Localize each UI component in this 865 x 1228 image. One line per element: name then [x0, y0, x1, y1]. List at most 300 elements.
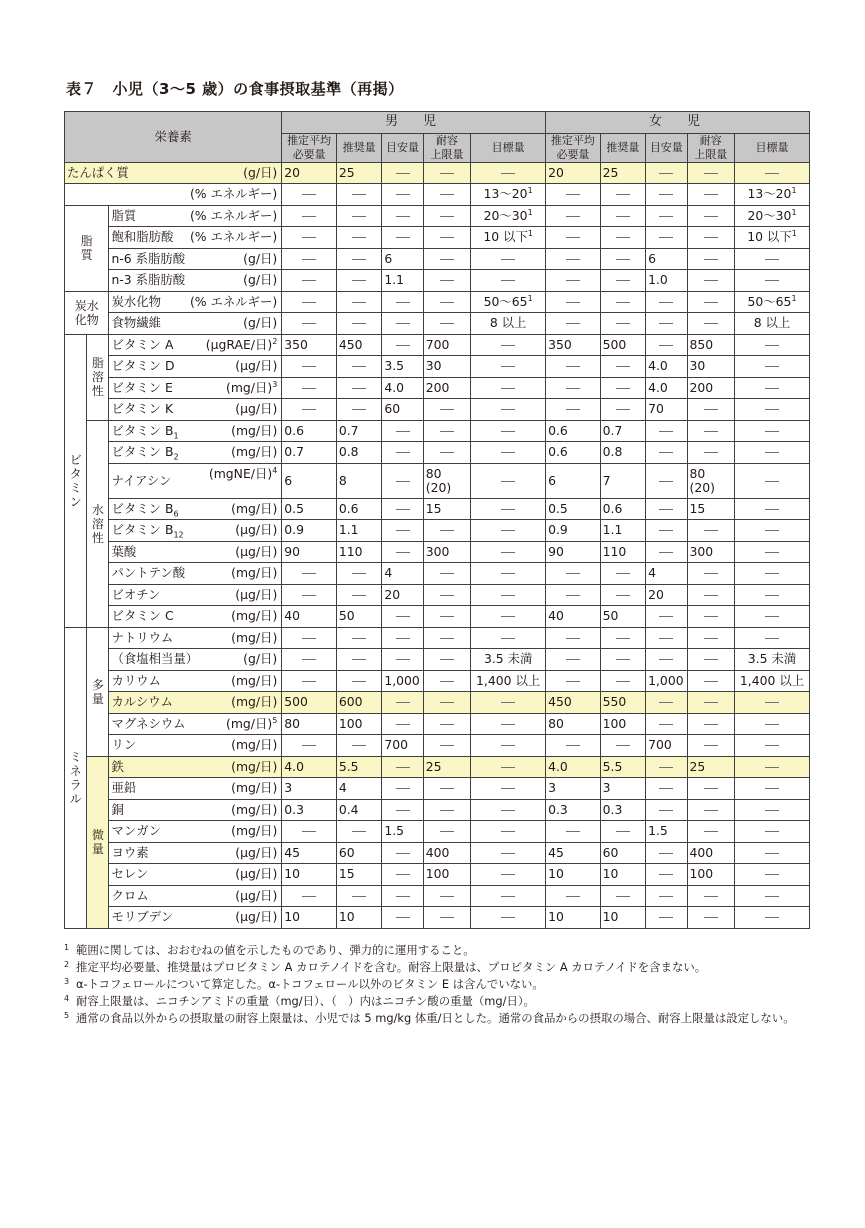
unit-label: (mgNE/日)$^4$ [208, 465, 278, 481]
value-cell: 400 [687, 842, 735, 864]
value-cell [687, 270, 735, 292]
table-row [65, 498, 810, 520]
value-cell [471, 584, 546, 606]
value-cell: 100 [336, 713, 381, 735]
value-cell: 200 [423, 377, 471, 399]
value-cell [646, 713, 687, 735]
value-cell [735, 162, 810, 184]
dash-mark [501, 452, 515, 453]
dash-mark [566, 259, 580, 260]
value-cell [735, 520, 810, 542]
dash-mark [501, 896, 515, 897]
value-cell [546, 885, 601, 907]
unit-label: (μg/日) [235, 543, 278, 559]
value-cell: 10 [546, 907, 601, 929]
dash-mark [352, 681, 366, 682]
value-cell: 4.0 [546, 756, 601, 778]
value-cell [471, 356, 546, 378]
nutrient-name [109, 821, 282, 843]
col-header: 推奨量 [336, 133, 381, 162]
nutrient-name [109, 442, 282, 464]
value-cell: 1,000 [382, 670, 423, 692]
dash-mark [566, 659, 580, 660]
value-cell: 25 [423, 756, 471, 778]
value-cell [735, 563, 810, 585]
value-cell [382, 520, 423, 542]
dash-mark [616, 595, 630, 596]
value-cell: 700 [423, 334, 471, 356]
unit-label: (g/日) [243, 164, 278, 180]
nutrient-label: ナイアシン [111, 472, 172, 488]
dash-mark [566, 681, 580, 682]
dash-mark [352, 659, 366, 660]
dash-mark [616, 323, 630, 324]
footnote-text: α-トコフェロールについて算定した。α-トコフェロール以外のビタミン E は含んでいない。 [76, 977, 544, 991]
value-cell [382, 864, 423, 886]
dash-mark [704, 638, 718, 639]
value-cell [600, 627, 645, 649]
table-row [65, 563, 810, 585]
value-cell [735, 778, 810, 800]
dash-mark [352, 237, 366, 238]
dash-mark [616, 638, 630, 639]
value-cell [423, 735, 471, 757]
value-cell: 0.6 [546, 420, 601, 442]
value-cell: 450 [336, 334, 381, 356]
value-cell [687, 442, 735, 464]
dash-mark [566, 409, 580, 410]
value-cell [471, 162, 546, 184]
dash-mark [352, 745, 366, 746]
nutrient-label: ビオチン [111, 586, 161, 602]
dash-mark [704, 323, 718, 324]
value-cell [471, 463, 546, 498]
value-cell [546, 291, 601, 313]
unit-label: (mg/日) [231, 629, 278, 645]
value-cell [423, 907, 471, 929]
value-cell: 6 [546, 463, 601, 498]
dash-mark [396, 509, 410, 510]
value-cell: 0.4 [336, 799, 381, 821]
nutrient-label: （食塩相当量） [111, 651, 199, 667]
value-cell [336, 270, 381, 292]
unit-label: (μg/日) [235, 866, 278, 881]
unit-label: (mg/日)$^5$ [226, 715, 278, 731]
value-cell [336, 670, 381, 692]
value-cell: 10 [600, 907, 645, 929]
table-row [65, 270, 810, 292]
dash-mark [440, 659, 454, 660]
dash-mark [396, 724, 410, 725]
value-cell [423, 885, 471, 907]
value-cell [735, 498, 810, 520]
value-cell [471, 248, 546, 270]
nutrient-name [109, 377, 282, 399]
dash-mark [765, 917, 779, 918]
dash-mark [501, 810, 515, 811]
dash-mark [396, 481, 410, 482]
value-cell [735, 692, 810, 714]
value-cell [735, 463, 810, 498]
dash-mark [440, 216, 454, 217]
value-cell [282, 627, 337, 649]
value-cell [687, 799, 735, 821]
dash-mark [566, 280, 580, 281]
dash-mark [396, 345, 410, 346]
dash-mark [704, 917, 718, 918]
dash-mark [659, 216, 673, 217]
dash-mark [616, 366, 630, 367]
dash-mark [440, 595, 454, 596]
unit-label: (μg/日) [235, 401, 278, 416]
dash-mark [396, 431, 410, 432]
dash-mark [765, 409, 779, 410]
value-cell [282, 821, 337, 843]
value-cell: 90 [546, 541, 601, 563]
dash-mark [704, 702, 718, 703]
footnote-text: 範囲に関しては、おおむねの値を示したものであり、弾力的に運用すること。 [76, 943, 475, 957]
dash-mark [659, 896, 673, 897]
value-cell: 50 [336, 606, 381, 628]
dash-mark [765, 530, 779, 531]
value-cell [735, 842, 810, 864]
value-cell [735, 248, 810, 270]
value-cell: 4.0 [282, 756, 337, 778]
value-cell: 13〜$20^1$ [471, 184, 546, 206]
table-row [65, 313, 810, 335]
value-cell: 70 [646, 399, 687, 421]
nutrient-name [109, 799, 282, 821]
table-row [65, 334, 810, 356]
value-cell [687, 563, 735, 585]
dash-mark [501, 366, 515, 367]
value-cell [471, 907, 546, 929]
value-cell: 20〜$30^1$ [735, 205, 810, 227]
dash-mark [440, 638, 454, 639]
value-cell [546, 563, 601, 585]
col-header: 耐容 上限量 [687, 133, 735, 162]
dash-mark [704, 302, 718, 303]
value-cell [382, 842, 423, 864]
table-row [65, 649, 810, 671]
value-cell: 0.7 [336, 420, 381, 442]
dash-mark [659, 616, 673, 617]
value-cell [382, 205, 423, 227]
value-cell [600, 584, 645, 606]
nutrient-label: 飽和脂肪酸 [111, 229, 174, 245]
dash-mark [440, 323, 454, 324]
dash-mark [501, 345, 515, 346]
value-cell [382, 463, 423, 498]
dash-mark [765, 345, 779, 346]
value-cell [735, 735, 810, 757]
dash-mark [659, 853, 673, 854]
value-cell [646, 692, 687, 714]
table-row [65, 205, 810, 227]
value-cell [471, 420, 546, 442]
value-cell [471, 842, 546, 864]
value-cell [382, 184, 423, 206]
value-cell [646, 842, 687, 864]
dash-mark [659, 431, 673, 432]
value-cell [546, 735, 601, 757]
value-cell [423, 606, 471, 628]
value-cell: 100 [600, 713, 645, 735]
dash-mark [501, 874, 515, 875]
table-row [65, 584, 810, 606]
dash-mark [396, 452, 410, 453]
value-cell [735, 334, 810, 356]
nutrient-label: ビタミン $B_6$ [111, 500, 179, 519]
value-cell [471, 606, 546, 628]
nutrient-label: モリブデン [111, 909, 174, 925]
dash-mark [440, 530, 454, 531]
col-header: 目安量 [382, 133, 423, 162]
value-cell [735, 756, 810, 778]
value-cell [646, 205, 687, 227]
value-cell: 1,000 [646, 670, 687, 692]
value-cell [423, 291, 471, 313]
nutrient-name [109, 692, 282, 714]
dash-mark [501, 173, 515, 174]
value-cell [382, 713, 423, 735]
dash-mark [765, 745, 779, 746]
dash-mark [352, 896, 366, 897]
value-cell [423, 692, 471, 714]
value-cell [646, 162, 687, 184]
dash-mark [616, 659, 630, 660]
value-cell [471, 520, 546, 542]
dash-mark [440, 573, 454, 574]
value-cell [546, 670, 601, 692]
nutrient-name [109, 606, 282, 628]
value-cell: 500 [600, 334, 645, 356]
value-cell [336, 205, 381, 227]
nutrient-name [109, 649, 282, 671]
value-cell [687, 821, 735, 843]
value-cell [646, 541, 687, 563]
dash-mark [396, 917, 410, 918]
dash-mark [352, 595, 366, 596]
dash-mark [396, 173, 410, 174]
dash-mark [765, 767, 779, 768]
table-row [65, 907, 810, 929]
unit-label: (μg/日) [235, 522, 278, 537]
value-cell [471, 778, 546, 800]
dash-mark [396, 853, 410, 854]
dash-mark [302, 681, 316, 682]
dash-mark [765, 431, 779, 432]
value-cell: 50 [600, 606, 645, 628]
dash-mark [302, 323, 316, 324]
dash-mark [440, 681, 454, 682]
col-header: 目標量 [735, 133, 810, 162]
value-cell [687, 778, 735, 800]
dash-mark [302, 659, 316, 660]
value-cell: 1,400 以上 [735, 670, 810, 692]
value-cell: 10 [282, 907, 337, 929]
dash-mark [440, 788, 454, 789]
value-cell [282, 563, 337, 585]
dash-mark [659, 767, 673, 768]
value-cell [471, 270, 546, 292]
unit-label: (mg/日) [231, 694, 278, 709]
value-cell: 1.1 [336, 520, 381, 542]
value-cell: 0.5 [282, 498, 337, 520]
dash-mark [501, 259, 515, 260]
value-cell: 0.3 [546, 799, 601, 821]
value-cell [687, 184, 735, 206]
value-cell [382, 799, 423, 821]
value-cell [646, 885, 687, 907]
dash-mark [501, 431, 515, 432]
dash-mark [396, 810, 410, 811]
value-cell: 3.5 [382, 356, 423, 378]
value-cell: 4.0 [646, 356, 687, 378]
nutrient-label: カルシウム [111, 694, 173, 710]
value-cell: 0.6 [600, 498, 645, 520]
nutrient-name [109, 713, 282, 735]
nutrient-label: ヨウ素 [111, 844, 149, 860]
value-cell: 0.8 [336, 442, 381, 464]
dash-mark [659, 509, 673, 510]
footnote-text: 耐容上限量は、ニコチンアミドの重量（mg/日）、（ ）内はニコチン酸の重量（mg/日）。 [76, 994, 535, 1008]
value-cell: 350 [282, 334, 337, 356]
value-cell [471, 885, 546, 907]
nutrient-name [65, 162, 282, 184]
dash-mark [765, 366, 779, 367]
dash-mark [704, 831, 718, 832]
value-cell: 15 [423, 498, 471, 520]
value-cell [382, 313, 423, 335]
nutrient-name [109, 563, 282, 585]
dash-mark [501, 638, 515, 639]
value-cell [423, 670, 471, 692]
value-cell [382, 541, 423, 563]
value-cell: 6 [282, 463, 337, 498]
dash-mark [396, 638, 410, 639]
value-cell: 350 [546, 334, 601, 356]
value-cell [646, 864, 687, 886]
dash-mark [440, 702, 454, 703]
dash-mark [704, 810, 718, 811]
dash-mark [704, 659, 718, 660]
value-cell: 1.1 [600, 520, 645, 542]
nutrient-label: 脂質 [111, 207, 137, 223]
value-cell [336, 248, 381, 270]
value-cell: 50〜$65^1$ [471, 291, 546, 313]
dash-mark [440, 409, 454, 410]
dash-mark [352, 259, 366, 260]
value-cell [546, 313, 601, 335]
value-cell: 0.3 [600, 799, 645, 821]
value-cell [735, 606, 810, 628]
value-cell [646, 420, 687, 442]
table-row [65, 864, 810, 886]
dash-mark [566, 237, 580, 238]
footnote-number: 3 [64, 977, 70, 986]
value-cell [646, 442, 687, 464]
dash-mark [440, 280, 454, 281]
dash-mark [704, 681, 718, 682]
dash-mark [765, 173, 779, 174]
value-cell [471, 627, 546, 649]
value-cell: 300 [687, 541, 735, 563]
dash-mark [616, 831, 630, 832]
value-cell: 25 [687, 756, 735, 778]
dash-mark [501, 702, 515, 703]
value-cell [423, 627, 471, 649]
table-row [65, 821, 810, 843]
value-cell: 40 [546, 606, 601, 628]
footnote-number: 1 [64, 943, 70, 952]
nutrient-name [109, 248, 282, 270]
value-cell [600, 184, 645, 206]
value-cell [735, 584, 810, 606]
dash-mark [765, 874, 779, 875]
col-header: 耐容 上限量 [423, 133, 471, 162]
unit-label: (mg/日) [231, 823, 278, 838]
nutrient-label: ビタミン $B_2$ [111, 444, 179, 462]
value-cell [687, 649, 735, 671]
dash-mark [616, 216, 630, 217]
dash-mark [440, 173, 454, 174]
value-cell [735, 864, 810, 886]
dash-mark [302, 366, 316, 367]
value-cell [423, 313, 471, 335]
dash-mark [501, 509, 515, 510]
value-cell: 0.7 [600, 420, 645, 442]
table-row [65, 520, 810, 542]
dash-mark [396, 216, 410, 217]
value-cell [600, 399, 645, 421]
unit-label: (mg/日) [231, 500, 278, 516]
value-cell: 400 [423, 842, 471, 864]
nutrient-label: 亜鉛 [111, 780, 137, 796]
dash-mark [704, 745, 718, 746]
nutrient-name [109, 291, 282, 313]
nutrient-label: パントテン酸 [111, 565, 186, 581]
dash-mark [352, 366, 366, 367]
nutrient-label: マンガン [111, 823, 161, 839]
value-cell [600, 313, 645, 335]
dash-mark [704, 595, 718, 596]
value-cell [423, 184, 471, 206]
dash-mark [302, 831, 316, 832]
value-cell: 3.5 未満 [471, 649, 546, 671]
value-cell: 700 [382, 735, 423, 757]
value-cell [735, 907, 810, 929]
dash-mark [765, 259, 779, 260]
value-cell: 3 [546, 778, 601, 800]
dash-mark [616, 896, 630, 897]
dash-mark [501, 616, 515, 617]
table-row [65, 162, 810, 184]
dash-mark [352, 573, 366, 574]
value-cell: 90 [282, 541, 337, 563]
dash-mark [765, 280, 779, 281]
nutrient-name [109, 627, 282, 649]
table-row [65, 799, 810, 821]
value-cell: 1,400 以上 [471, 670, 546, 692]
value-cell [471, 713, 546, 735]
dash-mark [302, 216, 316, 217]
value-cell: 700 [646, 735, 687, 757]
dash-mark [765, 896, 779, 897]
unit-label: (% エネルギー) [189, 207, 278, 223]
value-cell [600, 563, 645, 585]
dash-mark [352, 388, 366, 389]
